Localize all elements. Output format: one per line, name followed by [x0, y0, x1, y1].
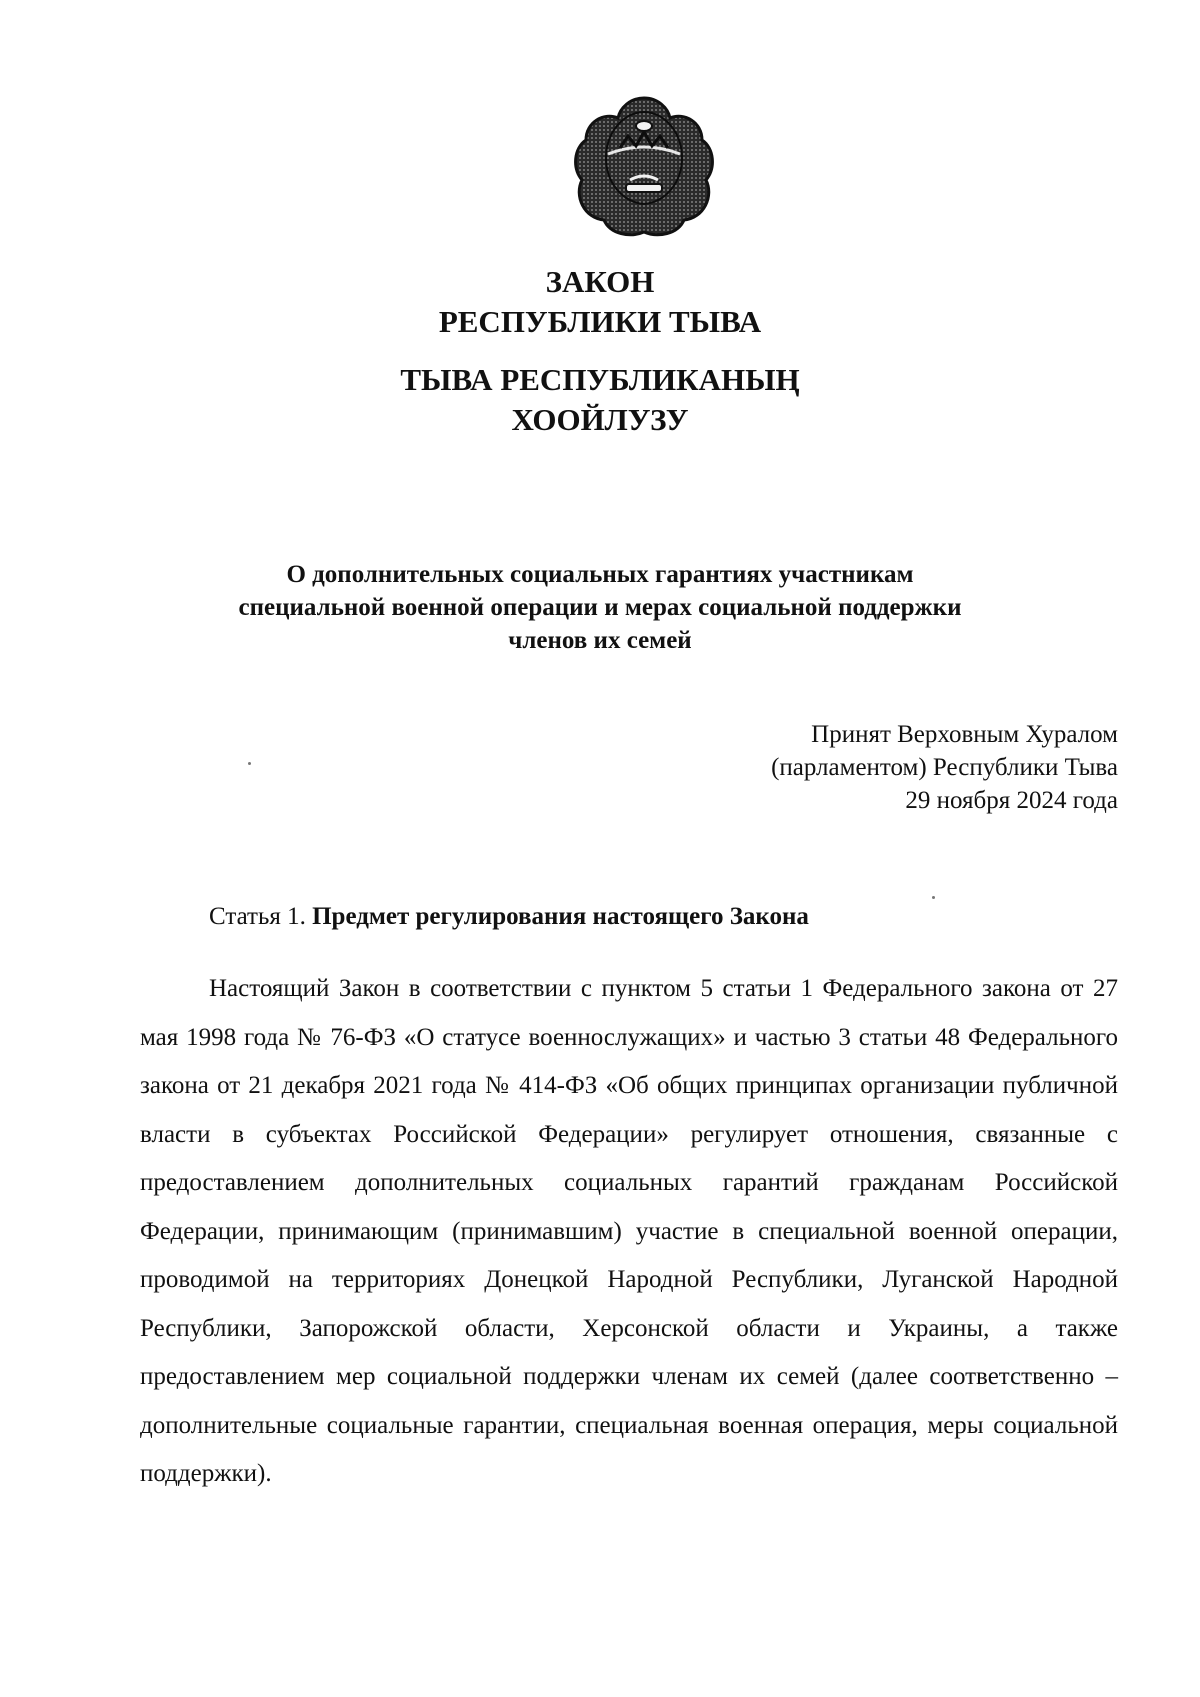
law-title-ru-line-1: ЗАКОН [545, 264, 655, 299]
law-subject-title: О дополнительных социальных гарантиях участникам специальной военной операции и мерах социальной поддержки членов их семей [238, 561, 962, 654]
law-title-tyv-line-1: ТЫВА РЕСПУБЛИКАНЫҢ [400, 362, 800, 397]
adoption-info [658, 718, 1118, 817]
law-title-ru-line-2: РЕСПУБЛИКИ ТЫВА [438, 304, 762, 339]
adoption-line-2: (парламентом) Республики Тыва [771, 754, 1118, 781]
adoption-line-1: Принят Верховным Хуралом [811, 721, 1118, 748]
adoption-date: 29 ноября 2024 года [905, 787, 1118, 814]
tuva-coat-of-arms-icon [570, 92, 718, 240]
article-heading: Предмет регулирования настоящего Закона [312, 903, 809, 930]
article-1-text: Настоящий Закон в соответствии с пунктом 5 статьи 1 Федерального закона от 27 мая 1998 года № 76-ФЗ «О статусе военнослужащих» и частью 3 статьи 48 Федерального закона от 21 декабря 2021 года № 414-ФЗ «Об общих принципах организации публичной власти в субъектах Российской Федерации» регулирует отношения, связанные с предоставлением дополнительных социальных гарантий гражданам Российской Федерации, принимающим (принимавшим) участие в специальной военной операции, проводимой на территориях Донецкой Народной Республики, Луганской Народной Республики, Запорожской области, Херсонской области и Украины, а также предоставлением мер социальной поддержки членам их семей (далее соответственно – дополнительные социальные гарантии, специальная военная операция, меры социальной поддержки). [140, 975, 1118, 1487]
scan-speck [248, 762, 251, 765]
article-1-title [209, 900, 809, 933]
law-title-tyv [0, 360, 1200, 440]
scan-speck [932, 896, 935, 899]
law-title-tyv-line-2: ХООЙЛУЗУ [511, 402, 689, 437]
law-title-ru [0, 262, 1200, 342]
article-number: Статья 1. [209, 903, 306, 930]
